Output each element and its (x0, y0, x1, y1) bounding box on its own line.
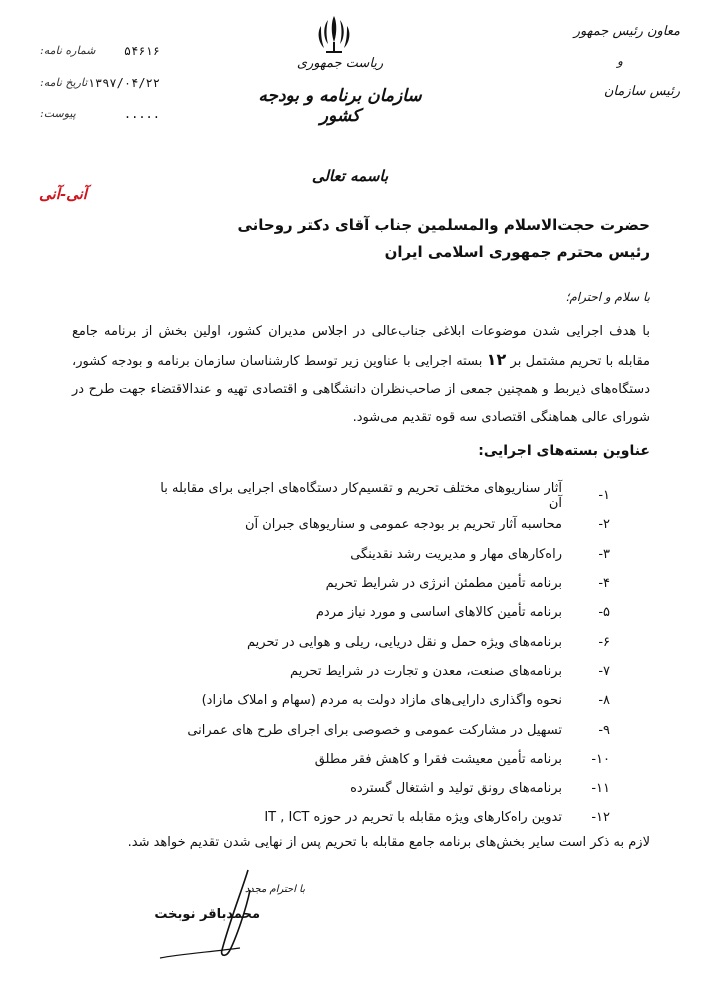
packages-list (150, 481, 610, 833)
list-item-text: تسهیل در مشارکت عمومی و خصوصی برای اجرای طرح های عمرانی (187, 722, 562, 738)
list-item-text: محاسبه آثار تحریم بر بودجه عمومی و سناریوهای جبران آن (244, 517, 562, 533)
greeting: با سلام و احترام؛ (565, 290, 650, 304)
list-item-number: ۱۱- (591, 781, 610, 797)
iran-emblem-icon (316, 12, 352, 56)
list-item-text: برنامه تأمین مطمئن انرژی در شرایط تحریم (325, 576, 562, 592)
letter-date-value: ۱۳۹۷/۰۴/۲۲ (87, 76, 160, 90)
addressee-line-1: حضرت حجت‌الاسلام والمسلمین جناب آقای دکتر روحانی (237, 216, 650, 234)
list-item (150, 686, 610, 715)
title-vice-president: معاون رئیس جمهور (573, 24, 680, 39)
addressee-line-2: رئیس محترم جمهوری اسلامی ایران (384, 243, 650, 261)
urgent-stamp: آنی-آنی (39, 185, 87, 203)
org-line-presidency: ریاست جمهوری (296, 56, 384, 71)
list-item-text: نحوه واگذاری دارایی‌های مازاد دولت به مردم (سهام و املاک مازاد) (201, 693, 562, 709)
list-item-number: ۱۰- (591, 751, 610, 767)
title-head-of-organization: رئیس سازمان (603, 84, 680, 99)
basmala: باسمه تعالی (311, 167, 389, 185)
title-conjunction: و (617, 54, 623, 68)
letter-body (72, 318, 650, 432)
attachment-row (40, 107, 160, 121)
list-item (150, 510, 610, 539)
list-item-number: ۴- (598, 576, 610, 592)
list-item-text: برنامه‌های ویژه حمل و نقل دریایی، ریلی و هوایی در تحریم (247, 634, 562, 650)
list-item (150, 745, 610, 774)
list-item (150, 774, 610, 803)
list-item (150, 481, 610, 510)
body-text-after-count: بسته اجرایی با عناوین زیر توسط کارشناسان سازمان برنامه و بودجه کشور، دستگاه‌های ذیربط و همچنین جمعی از صاحب‌نظران دانشگاهی و اقتصادی تهیه و عندالاقتضاء جهت طرح در شورای عالی هماهنگی اقتصادی سه قوه تقدیم می‌شود. (72, 354, 650, 425)
body-text-before-count: با هدف اجرایی شدن موضوعات ابلاغی جناب‌عالی در اجلاس مدیران کشور، اولین بخش از برنامه جامع مقابله با تحریم مشتمل بر (72, 324, 650, 369)
org-line-budget-organization: سازمان برنامه و بودجه کشور (258, 86, 422, 126)
list-item-number: ۲- (598, 517, 610, 533)
regards-note: با احترام مجدد (244, 884, 305, 895)
list-item-text: برنامه‌های رونق تولید و اشتغال گسترده (350, 781, 562, 797)
packages-title: عناوین بسته‌های اجرایی: (478, 443, 650, 459)
list-item-number: ۷- (598, 663, 610, 679)
list-item-text: تدوین راه‌کارهای ویژه مقابله با تحریم در حوزه IT , ICT (264, 810, 562, 826)
list-item (150, 627, 610, 656)
list-item-number: ۱۲- (591, 810, 610, 826)
list-item-number: ۶- (598, 634, 610, 650)
list-item-number: ۹- (598, 722, 610, 738)
letter-date-label: تاریخ نامه: (40, 76, 88, 89)
list-item (150, 569, 610, 598)
list-item-number: ۳- (598, 546, 610, 562)
attachment-label: پیوست: (40, 107, 76, 120)
list-item (150, 540, 610, 569)
list-item (150, 657, 610, 686)
package-count: ۱۲ (486, 350, 507, 369)
letter-number-label: شماره نامه: (40, 44, 96, 57)
list-item (150, 803, 610, 832)
signer-name: محمدباقر نوبخت (154, 907, 260, 922)
list-item-text: راه‌کارهای مهار و مدیریت رشد نقدینگی (350, 546, 562, 562)
list-item-text: برنامه‌های صنعت، معدن و تجارت در شرایط تحریم (290, 663, 562, 679)
list-item (150, 598, 610, 627)
list-item-text: آثار سناریوهای مختلف تحریم و تقسیم‌کار دستگاه‌های اجرایی برای مقابله با آن (160, 480, 562, 511)
list-item-number: ۵- (598, 605, 610, 621)
letter-date-row (40, 76, 160, 90)
list-item-number: ۸- (598, 693, 610, 709)
letter-number-row (40, 44, 160, 58)
list-item-number: ۱- (598, 488, 610, 504)
attachment-value: ..... (123, 107, 160, 121)
closing-note: لازم به ذکر است سایر بخش‌های برنامه جامع مقابله با تحریم پس از نهایی شدن تقدیم خواهد شد. (127, 835, 650, 850)
list-item-text: برنامه تأمین معیشت فقرا و کاهش فقر مطلق (314, 751, 562, 767)
list-item (150, 715, 610, 744)
letter-number-value: ۵۴۶۱۶ (123, 44, 160, 58)
list-item-text: برنامه تأمین کالاهای اساسی و مورد نیاز مردم (315, 605, 562, 621)
